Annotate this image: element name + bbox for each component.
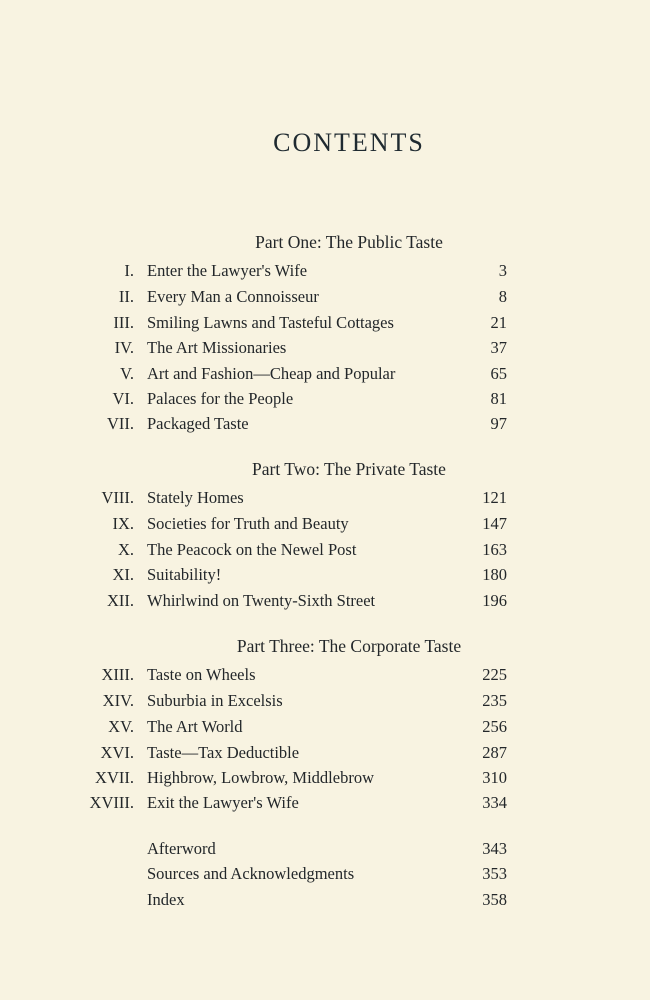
chapter-title: Every Man a Connoisseur	[147, 287, 319, 306]
section-title: Index	[147, 890, 185, 909]
chapter-title: Palaces for the People	[147, 389, 294, 408]
page-number: 256	[482, 717, 507, 736]
chapter-number: V.	[120, 364, 134, 383]
chapter-number: I.	[124, 261, 134, 280]
toc-entry[interactable]	[0, 338, 650, 362]
chapter-number: VII.	[106, 414, 134, 433]
chapter-number: XVII.	[95, 768, 134, 787]
toc-entry[interactable]	[0, 261, 650, 285]
chapter-number: XIV.	[102, 691, 134, 710]
page-number: 121	[482, 488, 507, 507]
chapter-title: Societies for Truth and Beauty	[147, 514, 349, 533]
chapter-title: Packaged Taste	[147, 414, 249, 433]
toc-entry[interactable]	[0, 691, 650, 715]
toc-entry-afterword[interactable]	[0, 839, 650, 863]
page-number: 287	[482, 743, 507, 762]
page-number: 8	[498, 287, 507, 306]
chapter-title: Taste—Tax Deductible	[147, 743, 300, 762]
toc-entry[interactable]	[0, 414, 650, 438]
page-number: 235	[482, 691, 507, 710]
chapter-title: Enter the Lawyer's Wife	[147, 261, 308, 280]
page-number: 147	[482, 514, 507, 533]
toc-entry[interactable]	[0, 364, 650, 388]
page-number: 3	[498, 261, 507, 280]
part-heading-three: Part Three: The Corporate Taste	[236, 636, 462, 656]
chapter-number: VIII.	[101, 488, 134, 507]
chapter-number: XIII.	[101, 665, 134, 684]
page-number: 65	[490, 364, 507, 383]
chapter-title: The Peacock on the Newel Post	[147, 540, 357, 559]
chapter-number: XII.	[106, 591, 134, 610]
page-title: CONTENTS	[273, 128, 425, 157]
page-number: 353	[482, 864, 507, 883]
chapter-title: Suburbia in Excelsis	[147, 691, 283, 710]
toc-entry[interactable]	[0, 488, 650, 512]
part-heading-one: Part One: The Public Taste	[255, 232, 443, 252]
chapter-title: Highbrow, Lowbrow, Middlebrow	[147, 768, 374, 787]
chapter-title: Whirlwind on Twenty-Sixth Street	[147, 591, 376, 610]
chapter-number: III.	[113, 313, 134, 332]
section-title: Afterword	[147, 839, 216, 858]
chapter-number: VI.	[112, 389, 134, 408]
chapter-number: X.	[117, 540, 134, 559]
chapter-number: XI.	[112, 565, 134, 584]
page-number: 180	[482, 565, 507, 584]
chapter-number: IV.	[114, 338, 134, 357]
page-number: 343	[482, 839, 507, 858]
toc-entry[interactable]	[0, 389, 650, 413]
toc-entry[interactable]	[0, 665, 650, 689]
section-title: Sources and Acknowledgments	[147, 864, 355, 883]
toc-entry[interactable]	[0, 793, 650, 817]
toc-entry[interactable]	[0, 591, 650, 615]
toc-entry-sources[interactable]	[0, 864, 650, 888]
toc-entry[interactable]	[0, 565, 650, 589]
chapter-title: The Art Missionaries	[147, 338, 287, 357]
page-number: 310	[482, 768, 507, 787]
toc-entry[interactable]	[0, 313, 650, 337]
chapter-number: IX.	[112, 514, 134, 533]
page-number: 21	[490, 313, 507, 332]
page-number: 225	[482, 665, 507, 684]
chapter-title: The Art World	[147, 717, 243, 736]
chapter-number: XV.	[108, 717, 134, 736]
toc-entry-index[interactable]	[0, 890, 650, 914]
chapter-number: XVIII.	[89, 793, 134, 812]
chapter-title: Art and Fashion—Cheap and Popular	[147, 364, 396, 383]
chapter-title: Suitability!	[147, 565, 222, 584]
page-number: 334	[482, 793, 507, 812]
toc-entry[interactable]	[0, 540, 650, 564]
toc-entry[interactable]	[0, 287, 650, 311]
toc-entry[interactable]	[0, 743, 650, 767]
page-number: 81	[490, 389, 507, 408]
page-number: 196	[482, 591, 507, 610]
page-number: 97	[490, 414, 507, 433]
chapter-title: Taste on Wheels	[147, 665, 256, 684]
page-number: 358	[482, 890, 507, 909]
toc-entry[interactable]	[0, 717, 650, 741]
toc-entry[interactable]	[0, 514, 650, 538]
chapter-title: Stately Homes	[147, 488, 244, 507]
chapter-title: Exit the Lawyer's Wife	[147, 793, 299, 812]
page-number: 37	[490, 338, 507, 357]
part-heading-two: Part Two: The Private Taste	[252, 459, 446, 479]
chapter-number: II.	[118, 287, 134, 306]
page-number: 163	[482, 540, 507, 559]
toc-entry[interactable]	[0, 768, 650, 792]
chapter-number: XVI.	[100, 743, 134, 762]
chapter-title: Smiling Lawns and Tasteful Cottages	[147, 313, 394, 332]
